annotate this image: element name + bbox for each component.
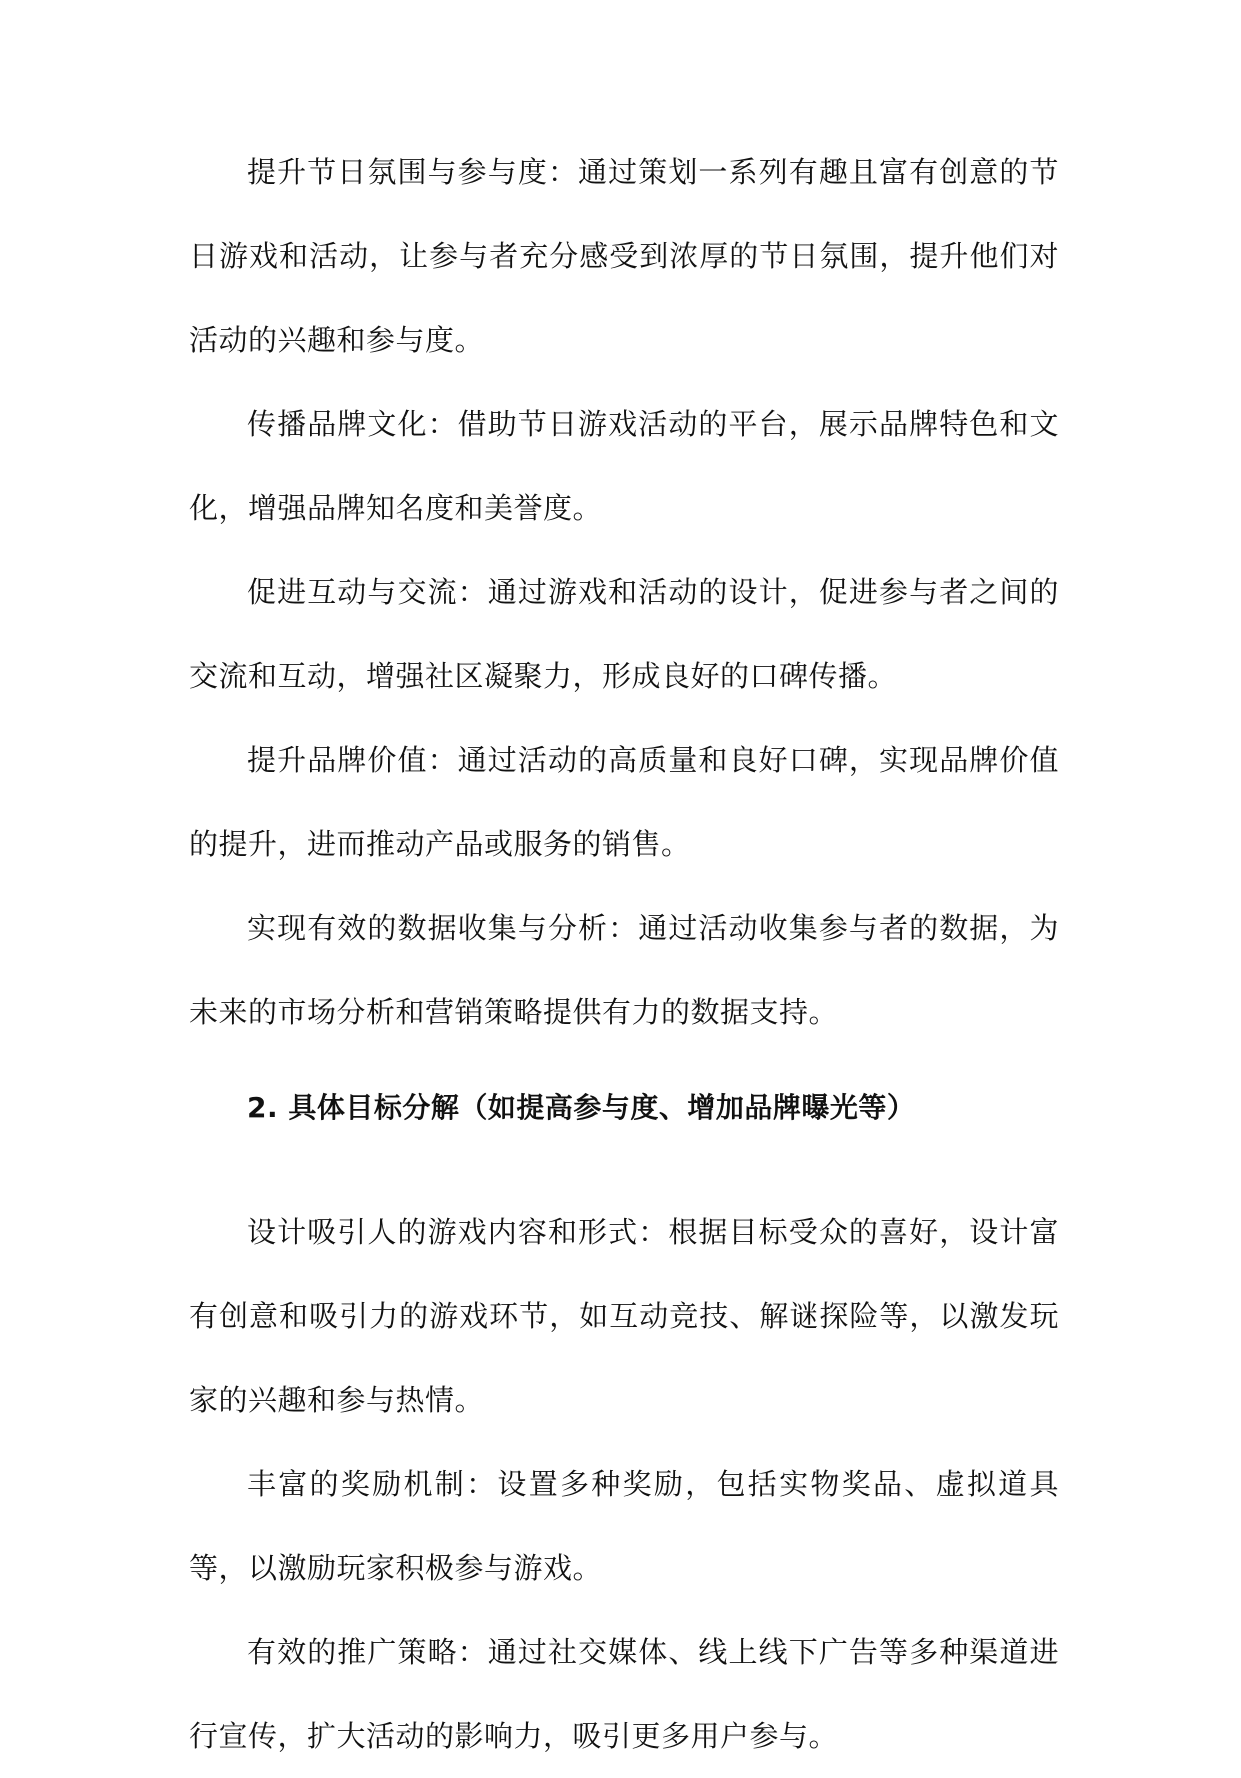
section-heading: 2. 具体目标分解（如提高参与度、增加品牌曝光等）	[247, 1091, 916, 1124]
paragraph-data-collection: 实现有效的数据收集与分析：通过活动收集参与者的数据，为未来的市场分析和营销策略提供有力的数据支持。	[189, 911, 1059, 1029]
paragraph-reward-mechanism: 丰富的奖励机制：设置多种奖励，包括实物奖品、虚拟道具等，以激励玩家积极参与游戏。	[189, 1467, 1059, 1585]
paragraph-interaction-exchange: 促进互动与交流：通过游戏和活动的设计，促进参与者之间的交流和互动，增强社区凝聚力，形成良好的口碑传播。	[189, 575, 1059, 693]
paragraph-promotion-strategy: 有效的推广策略：通过社交媒体、线上线下广告等多种渠道进行宣传，扩大活动的影响力，吸引更多用户参与。	[189, 1635, 1059, 1753]
paragraph-brand-value: 提升品牌价值：通过活动的高质量和良好口碑，实现品牌价值的提升，进而推动产品或服务的销售。	[189, 743, 1059, 861]
paragraph-brand-culture: 传播品牌文化：借助节日游戏活动的平台，展示品牌特色和文化，增强品牌知名度和美誉度。	[189, 407, 1059, 525]
paragraph-game-design: 设计吸引人的游戏内容和形式：根据目标受众的喜好，设计富有创意和吸引力的游戏环节，如互动竞技、解谜探险等，以激发玩家的兴趣和参与热情。	[189, 1215, 1059, 1417]
paragraph-festival-atmosphere: 提升节日氛围与参与度：通过策划一系列有趣且富有创意的节日游戏和活动，让参与者充分感受到浓厚的节日氛围，提升他们对活动的兴趣和参与度。	[189, 155, 1059, 357]
